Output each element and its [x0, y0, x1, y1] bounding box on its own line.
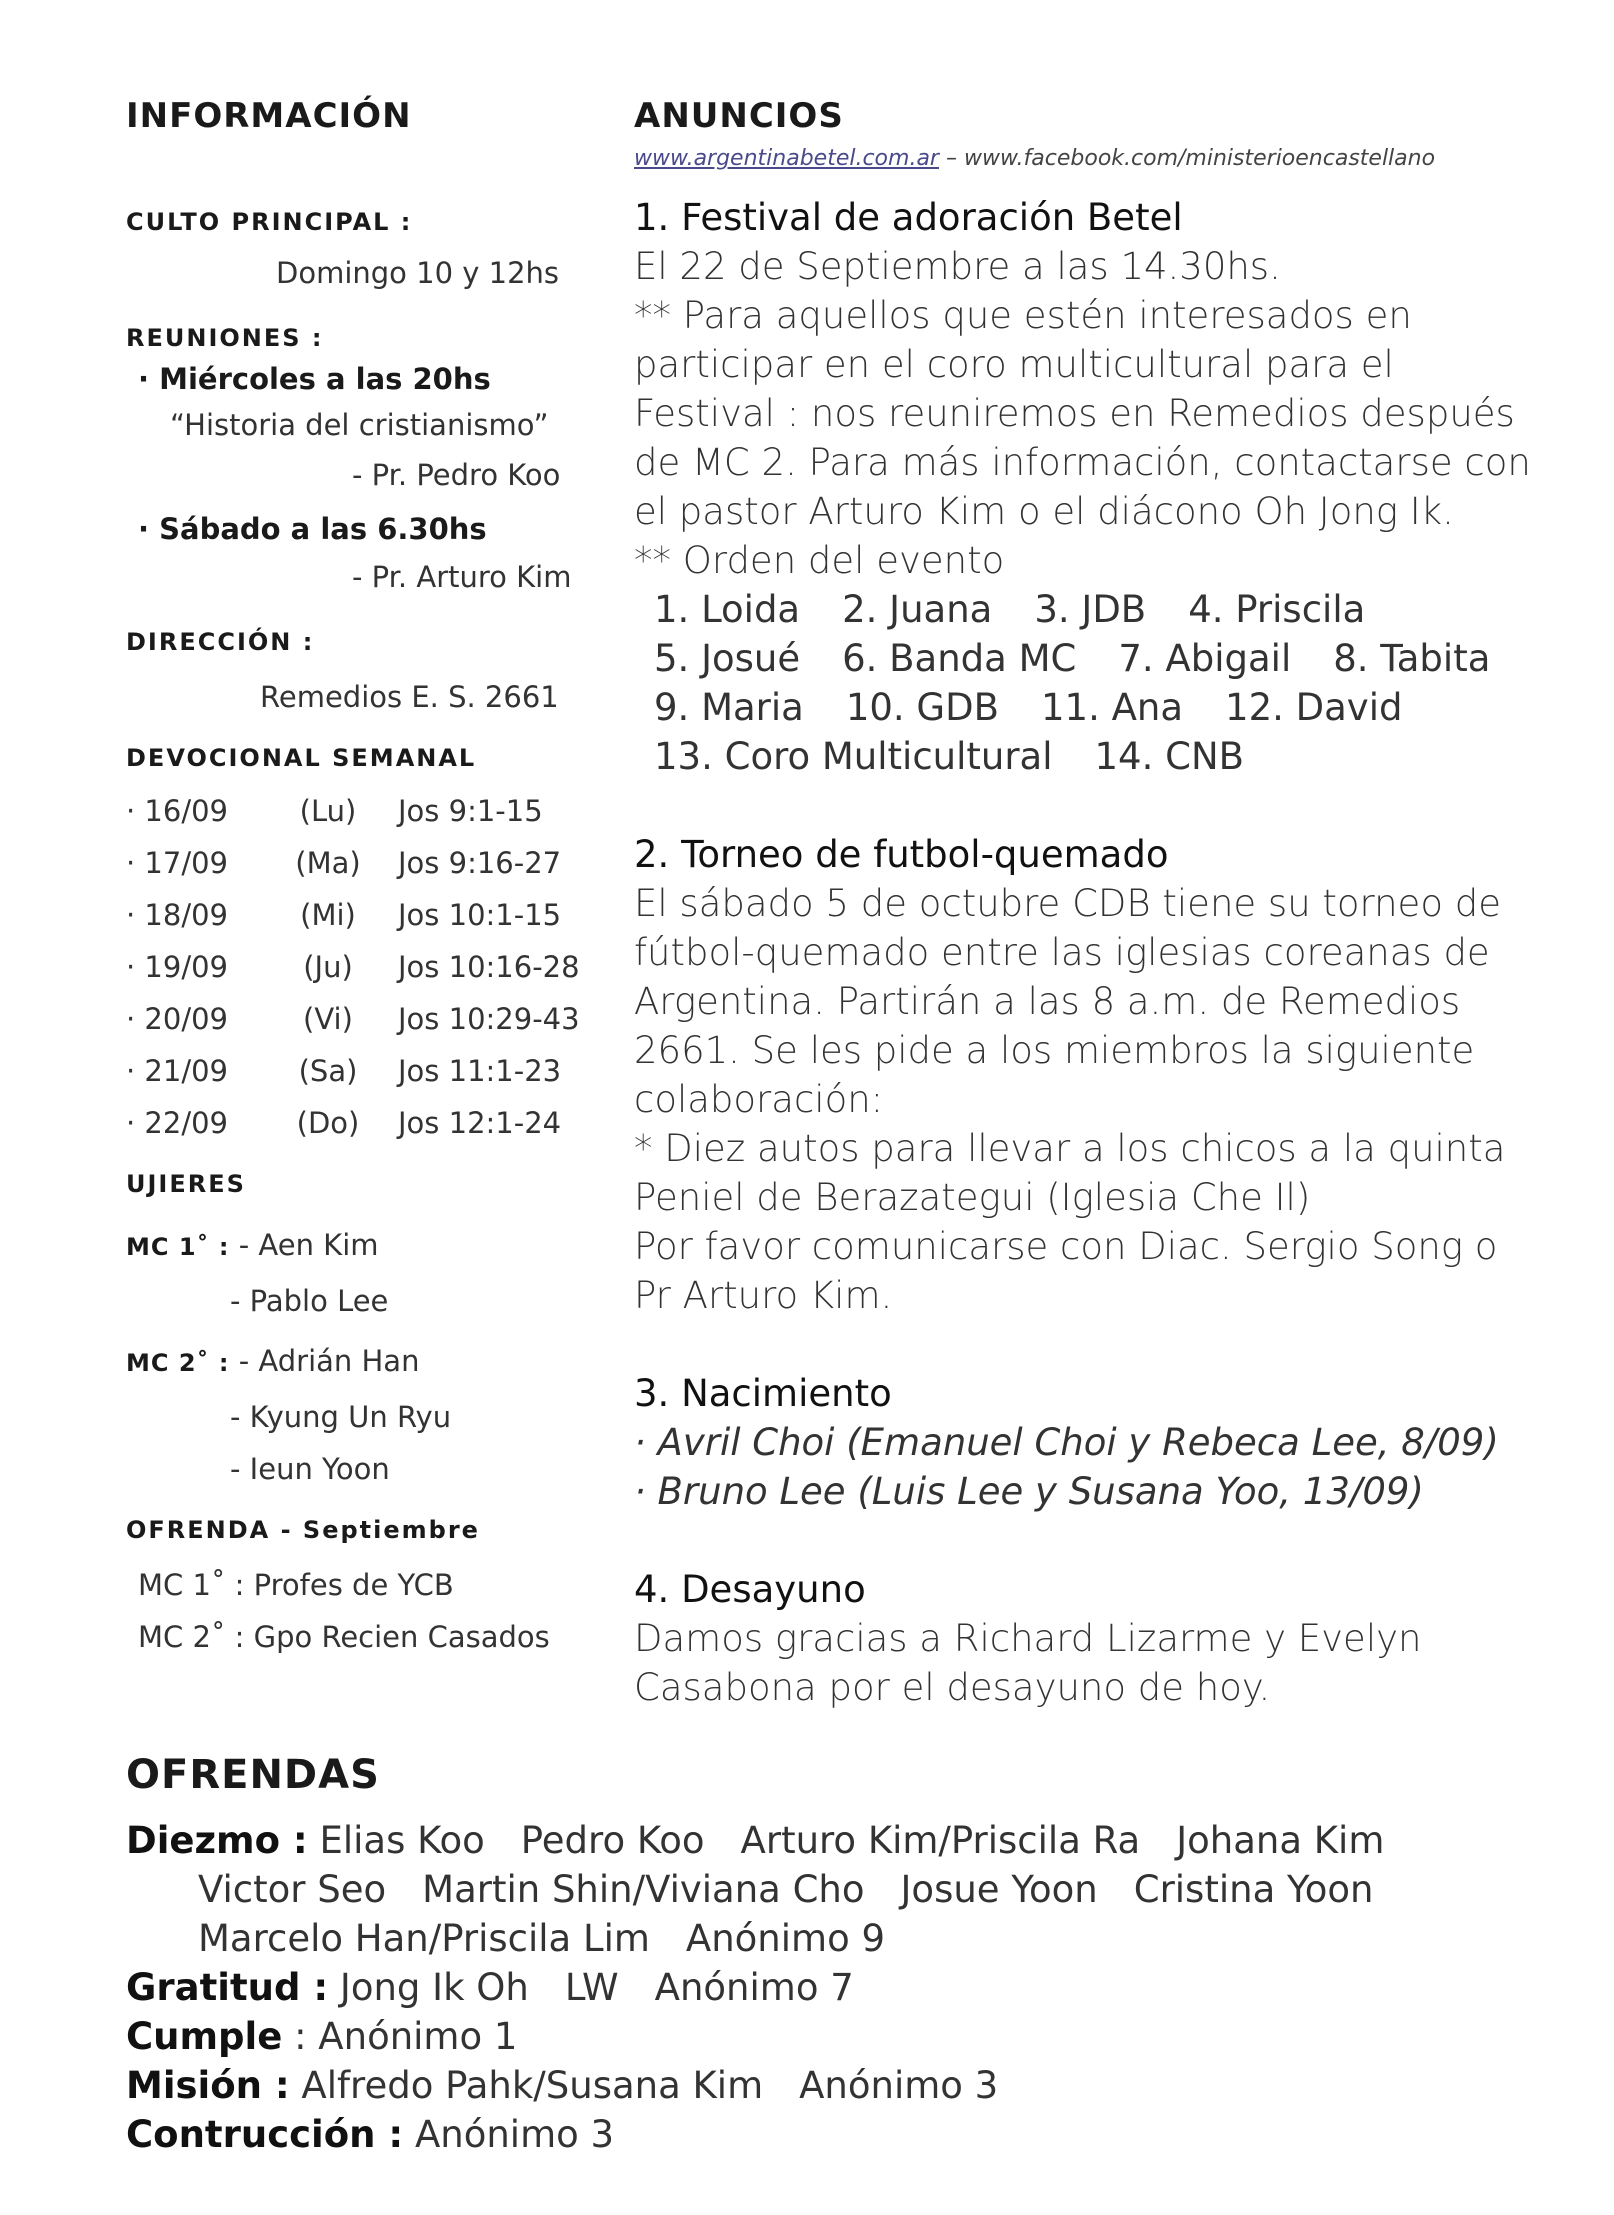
devocional-ref: Jos 9:16-27 — [398, 846, 562, 880]
orden-row — [634, 732, 1534, 781]
devocional-date: · 16/09 — [126, 794, 229, 828]
devocional-date: · 18/09 — [126, 898, 229, 932]
informacion-title: INFORMACIÓN — [126, 96, 412, 136]
mc1-label: MC 1˚ : — [126, 1233, 230, 1261]
diezmo-row — [126, 1865, 1566, 1914]
donor-name: Josue Yoon — [900, 1868, 1098, 1911]
devocional-label: DEVOCIONAL SEMANAL — [126, 744, 477, 772]
anuncio-4-line: Casabona por el desayuno de hoy. — [634, 1666, 1271, 1709]
anuncio-2-line: 2661. Se les pide a los miembros la siguiente — [634, 1029, 1475, 1072]
reuniones-label: REUNIONES : — [126, 324, 324, 352]
devocional-row — [126, 898, 580, 950]
donor-name: Elias Koo — [319, 1819, 485, 1862]
ofrendas-section — [126, 1752, 1566, 2159]
anuncio-1-line: el pastor Arturo Kim o el diácono Oh Jong Ik. — [634, 490, 1454, 533]
anuncio-2-line: fútbol-quemado entre las iglesias coreanas de — [634, 931, 1490, 974]
devocional-ref: Jos 12:1-24 — [398, 1106, 562, 1140]
devocional-day: (Sa) — [298, 1054, 358, 1088]
orden-item: 11. Ana — [1040, 686, 1184, 729]
website-link[interactable]: www.argentinabetel.com.ar — [634, 146, 939, 171]
anuncio-2-title: 2. Torneo de futbol-quemado — [634, 833, 1169, 876]
construccion-label: Contrucción : — [126, 2113, 404, 2156]
donor-name: Anónimo 3 — [414, 2113, 615, 2156]
devocional-row — [126, 1106, 580, 1158]
gratitud-row — [126, 1963, 1566, 2012]
devocional-date: · 19/09 — [126, 950, 229, 984]
reunion-1-desc: “Historia del cristianismo” — [170, 408, 549, 442]
devocional-row — [126, 846, 580, 898]
anuncio-1-line: participar en el coro multicultural para el — [634, 343, 1394, 386]
orden-item: 3. JDB — [1034, 588, 1147, 631]
anuncio-1-line: de MC 2. Para más información, contactarse con — [634, 441, 1531, 484]
devocional-ref: Jos 10:16-28 — [398, 950, 580, 984]
devocional-row — [126, 950, 580, 1002]
donor-name: Anónimo 3 — [799, 2064, 999, 2107]
mision-label: Misión : — [126, 2064, 290, 2107]
ujier-name: - Adrián Han — [238, 1344, 420, 1378]
culto-value: Domingo 10 y 12hs — [276, 256, 560, 290]
devocional-day: (Lu) — [299, 794, 357, 828]
devocional-row — [126, 1002, 580, 1054]
culto-label: CULTO PRINCIPAL : — [126, 208, 413, 236]
anuncio-3-line: · Bruno Lee (Luis Lee y Susana Yoo, 13/09) — [634, 1470, 1424, 1513]
anuncio-2-line: El sábado 5 de octubre CDB tiene su torneo de — [634, 882, 1501, 925]
direccion-value: Remedios E. S. 2661 — [260, 680, 559, 714]
anuncios-column — [634, 96, 1534, 1712]
donor-name: Anónimo 9 — [685, 1917, 886, 1960]
anuncio-4-line: Damos gracias a Richard Lizarme y Evelyn — [634, 1617, 1422, 1660]
orden-row — [634, 683, 1534, 732]
ofrenda-label: OFRENDA - Septiembre — [126, 1516, 480, 1544]
donor-name: Martin Shin/Viviana Cho — [422, 1868, 865, 1911]
orden-item: 1. Loida — [654, 588, 801, 631]
ofrendas-title: OFRENDAS — [126, 1752, 380, 1798]
devocional-date: · 22/09 — [126, 1106, 229, 1140]
devocional-date: · 21/09 — [126, 1054, 229, 1088]
facebook-link[interactable]: www.facebook.com/ministerioencastellano — [963, 146, 1436, 171]
ofrenda-mc1: MC 1˚ : Profes de YCB — [138, 1568, 454, 1602]
anuncio-2-line: colaboración: — [634, 1078, 884, 1121]
orden-item: 5. Josué — [654, 637, 801, 680]
orden-item: 14. CNB — [1094, 735, 1245, 778]
anuncio-4 — [634, 1565, 1534, 1712]
diezmo-row — [126, 1816, 1566, 1865]
donor-name: Victor Seo — [198, 1868, 387, 1911]
cumple-row — [126, 2012, 1566, 2061]
devocional-day: (Do) — [296, 1106, 360, 1140]
orden-item: 13. Coro Multicultural — [654, 735, 1053, 778]
devocional-date: · 17/09 — [126, 846, 229, 880]
donor-name: Alfredo Pahk/Susana Kim — [301, 2064, 764, 2107]
mision-row — [126, 2061, 1566, 2110]
anuncio-2 — [634, 830, 1534, 1320]
ujier-name: - Kyung Un Ryu — [230, 1400, 452, 1434]
mc2-label: MC 2˚ : — [126, 1349, 230, 1377]
donor-name: Johana Kim — [1176, 1819, 1385, 1862]
mc2-ujier — [126, 1344, 419, 1378]
diezmo-row — [126, 1914, 1566, 1963]
ujieres-label: UJIERES — [126, 1170, 246, 1198]
reunion-2: · Sábado a las 6.30hs — [138, 512, 487, 546]
anuncio-4-title: 4. Desayuno — [634, 1568, 866, 1611]
diezmo-label: Diezmo : — [126, 1819, 308, 1862]
orden-item: 6. Banda MC — [842, 637, 1077, 680]
link-separator: – — [938, 146, 964, 171]
links-line — [634, 146, 1534, 171]
anuncio-2-line: * Diez autos para llevar a los chicos a la quinta — [634, 1127, 1506, 1170]
informacion-column — [126, 96, 596, 1654]
anuncio-2-line: Argentina. Partirán a las 8 a.m. de Remedios — [634, 980, 1461, 1023]
devocional-ref: Jos 9:1-15 — [398, 794, 543, 828]
anuncio-3 — [634, 1369, 1534, 1516]
anuncio-2-line: Peniel de Berazategui (Iglesia Che Il) — [634, 1176, 1311, 1219]
cumple-label: Cumple — [126, 2015, 283, 2058]
reunion-2-by: - Pr. Arturo Kim — [352, 560, 572, 594]
construccion-row — [126, 2110, 1566, 2159]
devocional-day: (Vi) — [303, 1002, 353, 1036]
ujier-name: - Aen Kim — [238, 1228, 379, 1262]
orden-item: 2. Juana — [842, 588, 993, 631]
reunion-1: · Miércoles a las 20hs — [138, 362, 491, 396]
devocional-row — [126, 1054, 580, 1106]
anuncio-1-line: Festival : nos reuniremos en Remedios después — [634, 392, 1515, 435]
ofrenda-mc2: MC 2˚ : Gpo Recien Casados — [138, 1620, 550, 1654]
gratitud-label: Gratitud : — [126, 1966, 329, 2009]
devocional-list — [126, 794, 580, 1158]
anuncio-3-line: · Avril Choi (Emanuel Choi y Rebeca Lee, 8/09) — [634, 1421, 1499, 1464]
devocional-day: (Ma) — [295, 846, 361, 880]
mc1-ujier — [126, 1228, 379, 1262]
donor-name: Jong Ik Oh — [339, 1966, 529, 2009]
reunion-1-by: - Pr. Pedro Koo — [352, 458, 561, 492]
orden-item: 10. GDB — [845, 686, 999, 729]
direccion-label: DIRECCIÓN : — [126, 628, 315, 656]
anuncio-1-line: El 22 de Septiembre a las 14.30hs. — [634, 245, 1281, 288]
donor-name: Arturo Kim/Priscila Ra — [740, 1819, 1141, 1862]
orden-item: 7. Abigail — [1118, 637, 1292, 680]
anuncio-3-title: 3. Nacimiento — [634, 1372, 892, 1415]
orden-row — [634, 634, 1534, 683]
anuncio-2-line: Por favor comunicarse con Diac. Sergio Song o — [634, 1225, 1498, 1268]
anuncio-1-line: ** Para aquellos que estén interesados en — [634, 294, 1412, 337]
devocional-day: (Ju) — [303, 950, 353, 984]
ujier-name: - Pablo Lee — [230, 1284, 389, 1318]
orden-item: 4. Priscila — [1188, 588, 1366, 631]
orden-item: 8. Tabita — [1333, 637, 1491, 680]
donor-name: Marcelo Han/Priscila Lim — [198, 1917, 650, 1960]
orden-item: 9. Maria — [654, 686, 804, 729]
donor-name: Anónimo 7 — [654, 1966, 854, 2009]
devocional-ref: Jos 10:29-43 — [398, 1002, 580, 1036]
devocional-row — [126, 794, 580, 846]
ujier-name: - Ieun Yoon — [230, 1452, 390, 1486]
anuncio-2-line: Pr Arturo Kim. — [634, 1274, 893, 1317]
donor-name: Cristina Yoon — [1133, 1868, 1374, 1911]
donor-name: : Anónimo 1 — [294, 2015, 518, 2058]
devocional-ref: Jos 11:1-23 — [398, 1054, 562, 1088]
anuncio-1-line: ** Orden del evento — [634, 539, 1005, 582]
orden-row — [634, 585, 1534, 634]
donor-name: Pedro Koo — [520, 1819, 705, 1862]
anuncio-1-title: 1. Festival de adoración Betel — [634, 196, 1183, 239]
anuncios-title: ANUNCIOS — [634, 96, 844, 136]
donor-name: LW — [564, 1966, 619, 2009]
devocional-ref: Jos 10:1-15 — [398, 898, 562, 932]
orden-item: 12. David — [1225, 686, 1403, 729]
devocional-day: (Mi) — [300, 898, 356, 932]
devocional-date: · 20/09 — [126, 1002, 229, 1036]
anuncio-1 — [634, 193, 1534, 781]
